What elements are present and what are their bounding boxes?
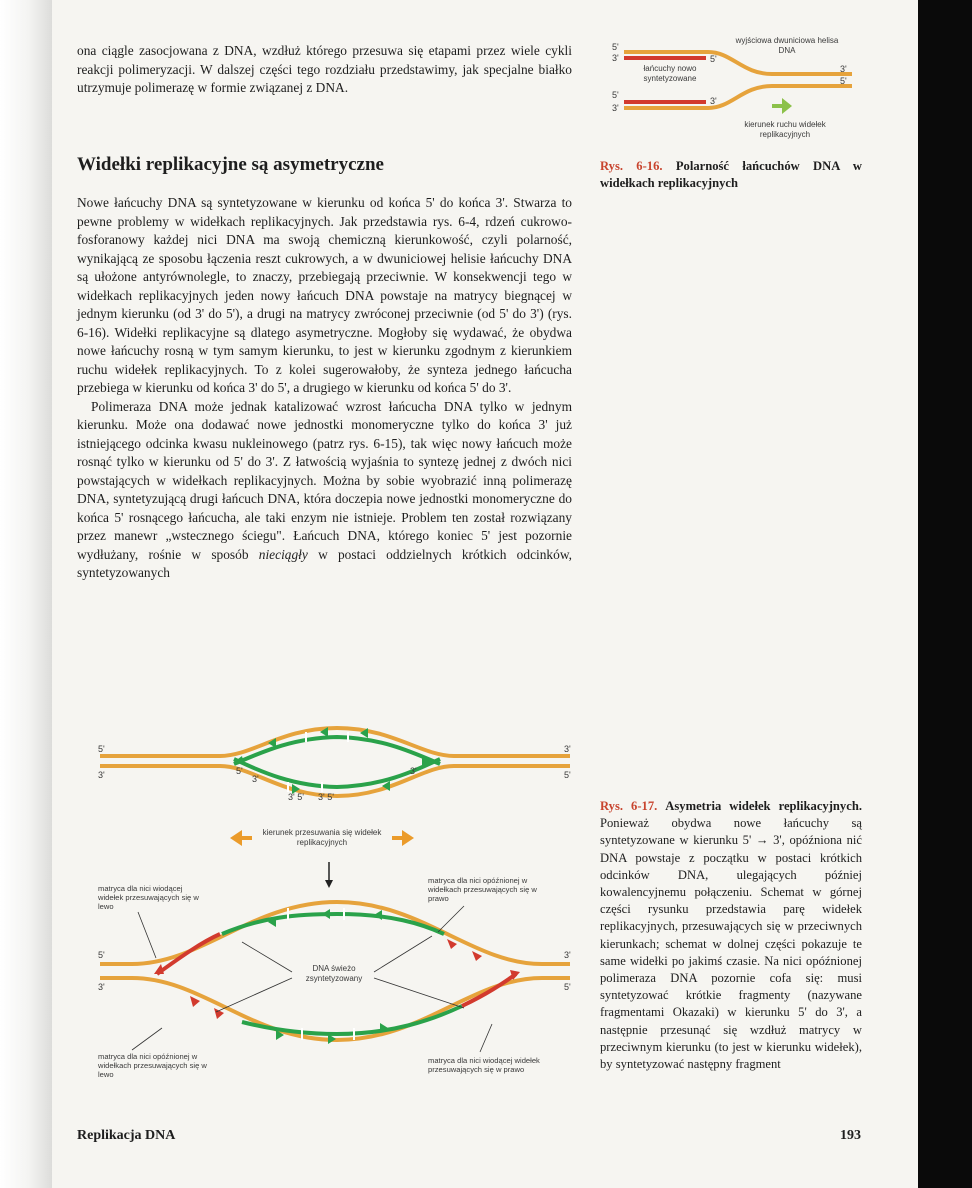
fig617-label-lagging-right: matryca dla nici opóźnionej w widełkach przesuwających się w prawo	[428, 876, 537, 904]
section-heading: Widełki replikacyjne są asymetryczne	[77, 154, 384, 175]
fig617-bottom-arrowhead-2	[322, 909, 330, 919]
fig617-leader-7	[132, 1028, 162, 1050]
fig616-end-bottom-left-inner: 3'	[612, 103, 619, 113]
fig616-new-strands-label: łańcuchy nowo syntetyzowane	[643, 64, 697, 83]
fig616-end-right-bottom: 5'	[840, 76, 847, 86]
fig617-top-end-left-bottom: 3'	[98, 770, 105, 780]
fig617-caption-title: Asymetria widełek replikacyjnych.	[665, 799, 862, 813]
fig617-label-leading-right: matryca dla nici wiodącej widełek przesuwających się w prawo	[428, 1056, 540, 1075]
figure-6-16	[612, 34, 862, 152]
fig616-end-top-left-outer: 5'	[612, 42, 619, 52]
fig616-caption-title: Polarność łańcuchów DNA w widełkach replikacyjnych	[600, 159, 862, 191]
fig617-top-new-upper	[234, 737, 440, 764]
fig617-label-leading-right-box	[428, 1056, 552, 1088]
fig616-end-top-left-inner: 3'	[612, 53, 619, 63]
fig617-bottom-lagging-left-upper	[157, 934, 220, 974]
fig617-bubble-end-b: 3'	[252, 774, 259, 784]
fig617-okazaki-red-4	[447, 939, 457, 949]
fig617-bottom-arrowhead-3	[374, 910, 382, 920]
fig617-top-end-left-top: 5'	[98, 744, 105, 754]
fig616-end-right-top: 3'	[840, 64, 847, 74]
fig617-label-lagging-left-box	[98, 1052, 210, 1084]
fig616-end-bottom-new: 3'	[710, 96, 717, 106]
fig617-leader-5	[374, 936, 432, 972]
fig617-leader-2	[438, 906, 464, 932]
fig617-label-lagging-left: matryca dla nici opóźnionej w widełkach przesuwających się w lewo	[98, 1052, 207, 1080]
fig617-arrow-right	[392, 830, 414, 846]
figure-6-17	[92, 712, 582, 1092]
fig617-top-upper-template	[100, 728, 570, 756]
fig617-bottom-end-left-bottom: 3'	[98, 982, 105, 992]
paragraph-2-end: w postaci oddzielnych krótkich odcinków, syntetyzowanych	[77, 546, 572, 580]
paragraph-2-start: Polimeraza DNA może jednak katalizować wzrost łańcucha DNA tylko w jednym kierunku. Może ona dodawać nowe jednostki monomeryczne tylko do końca 3' już istniejącego odcinka kwasu nukleinowego (patrz rys. 6-15), tak więc nowy łańcuch może rosnąć tylko w kierunku od 5' do 3'. Z łatwością wyjaśnia to syntezę jednej z dwóch nici powstających w widełkach replikacyjnych. Można by sobie wyobrazić inną polimerazę DNA, syntetyzującą drugi łańcuch DNA, która doczepia nowe jednostki monomeryczne do końca 5' rosnącego łańcucha, ale taki enzym nie istnieje. Problem ten został rozwiązany przez manewr „wstecznego ściegu". Łańcuch DNA, którego koniec 5' jest pozornie wydłużany, rośnie w sposób	[77, 398, 572, 562]
main-body	[77, 194, 572, 583]
book-spine-shadow	[0, 0, 52, 1188]
fig617-okazaki-red-3	[472, 951, 482, 961]
fig616-new-strands-label-box	[624, 64, 716, 94]
fig616-end-top-new: 5'	[710, 54, 717, 64]
fig616-direction-label: kierunek ruchu widełek replikacyjnych	[744, 120, 826, 139]
fig617-okazaki-red-1	[190, 996, 200, 1007]
paragraph-2-emphasis: nieciągły	[258, 546, 308, 562]
fig617-bubble-end-e: 3' 5'	[318, 792, 334, 802]
page-number: 193	[840, 1128, 861, 1143]
fig616-caption-label: Rys. 6-16.	[600, 159, 663, 173]
fig617-bottom-lagging-right-lower	[462, 974, 516, 1006]
fig617-label-lagging-right-box	[428, 876, 552, 908]
fig617-leader-4	[216, 978, 292, 1012]
fig617-top-end-right-bottom: 5'	[564, 770, 571, 780]
fig617-caption-text: Ponieważ obydwa nowe łańcuchy są syntetyzowane w kierunku 5' → 3', opóźniona nić DNA powstaje z początku w postaci krótkich odcinków DNA, ulegających później kowalencyjnemu połączeniu. Schemat w górnej części rysunku przedstawia parę widełek replikacyjnych, przesuwających się w przeciwnych kierunkach; schemat w dolnej części pokazuje te same widełki po jakimś czasie. Na nici opóźnionej polimeraza DNA pozornie cofa się: musi syntetyzować krótkie fragmenty (nazywane fragmentami Okazaki) w kierunku 5' do 3', a następnie przesunąć się wzdłuż matrycy w przeciwnym kierunku (to jest w kierunku widełek), by syntetyzować następny fragment	[600, 816, 862, 1072]
fig617-bubble-end-d: 3' 5'	[288, 792, 304, 802]
paragraph-2	[77, 398, 572, 583]
figure-6-17-caption	[600, 798, 862, 1073]
fig617-direction-label-box	[258, 828, 386, 852]
running-footer-section: Replikacja DNA	[77, 1128, 176, 1143]
intro-paragraph	[77, 42, 572, 98]
fig617-bottom-end-right-top: 3'	[564, 950, 571, 960]
fig617-bottom-new-lower	[242, 1006, 462, 1034]
fig617-bubble-end-c: 3'	[410, 766, 417, 776]
fig617-bubble-end-a: 5'	[236, 766, 243, 776]
figure-6-16-caption	[600, 158, 862, 192]
fig617-caption-label: Rys. 6-17.	[600, 799, 658, 813]
fig617-direction-label: kierunek przesuwania się widełek replikacyjnych	[262, 828, 382, 847]
fig617-bottom-end-right-bottom: 5'	[564, 982, 571, 992]
fig617-leader-6	[374, 978, 464, 1008]
fig617-leader-3	[242, 942, 292, 972]
fig617-bottom-end-left-top: 5'	[98, 950, 105, 960]
paragraph-1: Nowe łańcuchy DNA są syntetyzowane w kierunku od końca 5' do końca 3'. Stwarza to pewne problemy w widełkach replikacyjnych. Jak przedstawia rys. 6-4, rdzeń cukrowo-fosforanowy każdej nici DNA ma swoją chemiczną kierunkowość, czyli polarność, wynikającą ze sposobu łączenia reszt cukrowych, a w dwuniciowej helisie łańcuchy DNA są ułożone antyrównolegle, to znaczy, przebiegają przeciwnie. W konsekwencji tego w widełkach replikacyjnych jeden nowy łańcuch DNA powstaje na matrycy biegnącej w jednym kierunku (od 3' do 5'), a drugi na matrycy zwróconej przeciwnie (od 5' do 3') (rys. 6-16). Widełki replikacyjne są dlatego asymetryczne. Mogłoby się wydawać, że obydwa nowe łańcuchy rosną w tym samym kierunku, to jest w kierunku zgodnym z kierunkiem ruchu widełek replikacyjnych. To z kolei sugerowałoby, że synteza jednego łańcucha przebiega w kierunku od końca 3' do 5', a drugiego w kierunku od końca 5' do 3'.	[77, 195, 572, 395]
fig616-direction-arrow	[772, 98, 792, 114]
fig616-direction-label-box	[730, 120, 840, 148]
intro-text: ona ciągle zasocjowana z DNA, wzdłuż którego przesuwa się etapami przez wiele cykli reakcji polimeryzacji. W dalszej części tego rozdziału przedstawimy, jak specjalne białko utrzymuje polimerazę w formie związanej z DNA.	[77, 43, 572, 95]
fig617-okazaki-red-2	[214, 1008, 224, 1019]
fig617-top-end-right-top: 3'	[564, 744, 571, 754]
fig617-arrow-left	[230, 830, 252, 846]
fig617-bottom-arrowhead-red-left	[154, 964, 164, 974]
fig617-top-lower-template	[100, 766, 570, 796]
fig617-leader-1	[138, 912, 156, 958]
fig617-label-leading-left: matryca dla nici wiodącej widełek przesuwających się w lewo	[98, 884, 199, 912]
fig617-down-arrowhead	[325, 880, 333, 888]
fig616-end-bottom-left-outer: 5'	[612, 90, 619, 100]
fig617-label-new-dna-box	[288, 964, 380, 988]
fig617-label-new-dna: DNA świeżo zsyntetyzowany	[305, 964, 363, 983]
scan-dark-edge	[918, 0, 972, 1188]
fig617-leader-8	[480, 1024, 492, 1052]
fig616-parent-helix-label: wyjściowa dwuniciowa helisa DNA	[735, 36, 839, 55]
fig616-parent-helix-label-box	[734, 36, 840, 64]
fig617-label-leading-left-box	[98, 884, 208, 916]
